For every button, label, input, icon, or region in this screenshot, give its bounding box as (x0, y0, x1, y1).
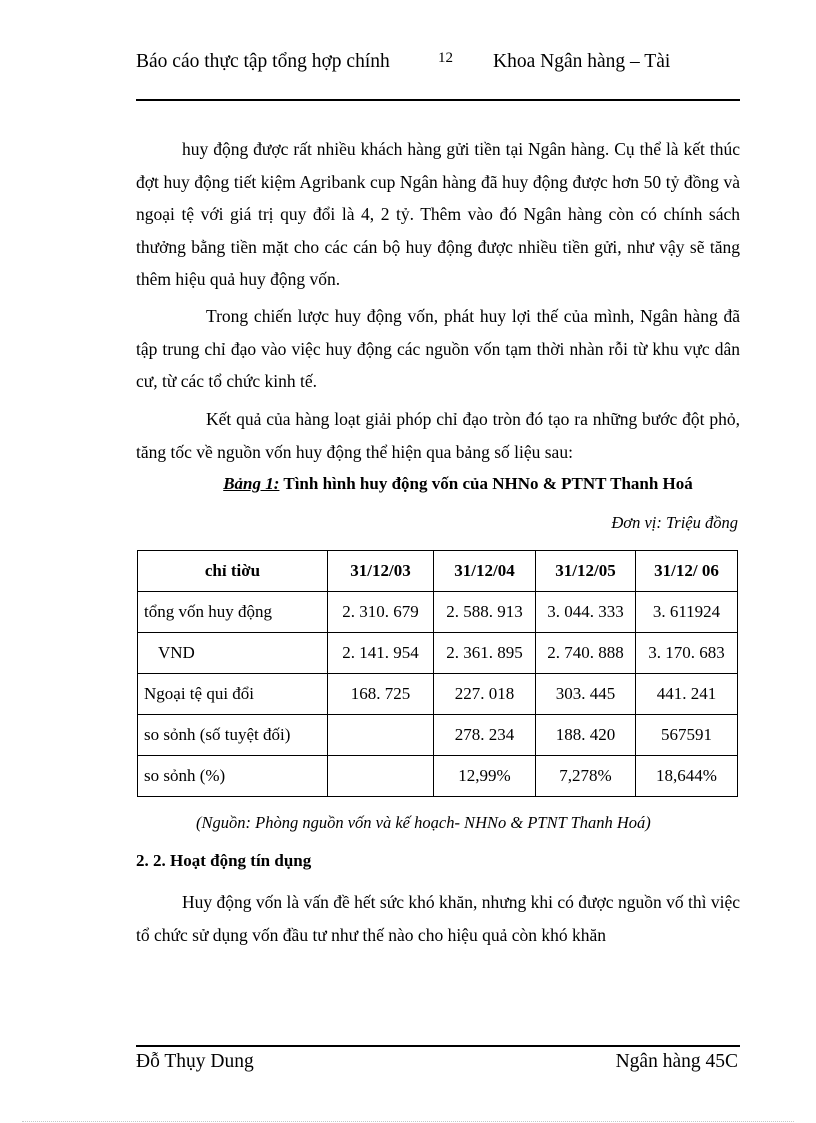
row-label: Ngoại tệ qui đổi (138, 674, 328, 715)
cell-value: 18,644% (636, 756, 738, 797)
cell-value: 2. 361. 895 (434, 633, 536, 674)
header-divider (136, 99, 740, 101)
table-caption-label: Bảng 1: (223, 474, 280, 493)
row-label: VND (138, 633, 328, 674)
body-paragraph-3: Kết quả của hàng loạt giải phóp chỉ đạo tròn đó tạo ra những bước đột phỏ, tăng tốc về nguồn vốn huy động thể hiện qua bảng số liệu sau: (136, 409, 740, 462)
cell-value: 7,278% (536, 756, 636, 797)
header-2004: 31/12/04 (434, 551, 536, 592)
cell-value: 2. 588. 913 (434, 592, 536, 633)
row-label: so sỏnh (%) (138, 756, 328, 797)
row-label: tổng vốn huy động (138, 592, 328, 633)
cell-value: 2. 310. 679 (328, 592, 434, 633)
body-paragraph-2: Trong chiến lược huy động vốn, phát huy lợi thế của mình, Ngân hàng đã tập trung chỉ đạo vào việc huy động các nguồn vốn tạm thời nhàn rỗi từ khu vực dân cư, từ các tổ chức kinh tế. (136, 306, 740, 391)
table-unit: Đơn vị: Triệu đồng (611, 513, 738, 532)
page-number: 12 (438, 50, 453, 66)
cell-value (328, 756, 434, 797)
cell-value: 567591 (636, 715, 738, 756)
cell-value: 278. 234 (434, 715, 536, 756)
cell-value: 227. 018 (434, 674, 536, 715)
table-header-row (138, 551, 738, 592)
header-2003: 31/12/03 (328, 551, 434, 592)
cell-value: 168. 725 (328, 674, 434, 715)
table-row (138, 674, 738, 715)
page-header (136, 48, 740, 99)
body-paragraph-4: Huy động vốn là vấn đề hết sức khó khăn, nhưng khi có được nguồn vố thì việc tổ chức sử dụng vốn đầu tư như thế nào cho hiệu quả còn khó khăn (136, 892, 740, 945)
cell-value: 303. 445 (536, 674, 636, 715)
cell-value: 188. 420 (536, 715, 636, 756)
body-paragraph-1: huy động được rất nhiều khách hàng gửi tiền tại Ngân hàng. Cụ thể là kết thúc đợt huy động tiết kiệm Agribank cup Ngân hàng đã huy động được hơn 50 tỷ đồng và ngoại tệ với giá trị quy đổi là 4, 2 tỷ. Thêm vào đó Ngân hàng còn có chính sách thưởng bằng tiền mặt cho các cán bộ huy động được nhiều tiền gửi, như vậy sẽ tăng thêm hiệu quả huy động vốn. (136, 139, 740, 289)
capital-mobilization-table (137, 550, 738, 797)
cell-value: 3. 044. 333 (536, 592, 636, 633)
table-row (138, 633, 738, 674)
section-heading: 2. 2. Hoạt động tín dụng (136, 851, 312, 870)
footer-author: Đỗ Thụy Dung (136, 1051, 254, 1072)
cell-value: 3. 170. 683 (636, 633, 738, 674)
row-label: so sỏnh (số tuyệt đối) (138, 715, 328, 756)
cell-value: 2. 740. 888 (536, 633, 636, 674)
table-row (138, 715, 738, 756)
table-row (138, 756, 738, 797)
header-faculty: Khoa Ngân hàng – Tài (493, 51, 671, 72)
header-2006: 31/12/ 06 (636, 551, 738, 592)
cell-value: 2. 141. 954 (328, 633, 434, 674)
header-report-title: Báo cáo thực tập tổng hợp chính (136, 51, 390, 72)
cell-value: 441. 241 (636, 674, 738, 715)
table-caption (0, 474, 816, 494)
cell-value: 3. 611924 (636, 592, 738, 633)
footer-divider (136, 1045, 740, 1047)
cell-value (328, 715, 434, 756)
header-2005: 31/12/05 (536, 551, 636, 592)
cell-value: 12,99% (434, 756, 536, 797)
header-indicator: chỉ tiờu (138, 551, 328, 592)
table-caption-text: Tình hình huy động vốn của NHNo & PTNT Thanh Hoá (279, 474, 693, 493)
table-source-note: (Nguồn: Phòng nguồn vốn và kế hoạch- NHNo & PTNT Thanh Hoá) (196, 813, 651, 832)
footer-class: Ngân hàng 45C (615, 1051, 738, 1072)
page-edge-dotted-line (22, 1121, 794, 1122)
table-row (138, 592, 738, 633)
